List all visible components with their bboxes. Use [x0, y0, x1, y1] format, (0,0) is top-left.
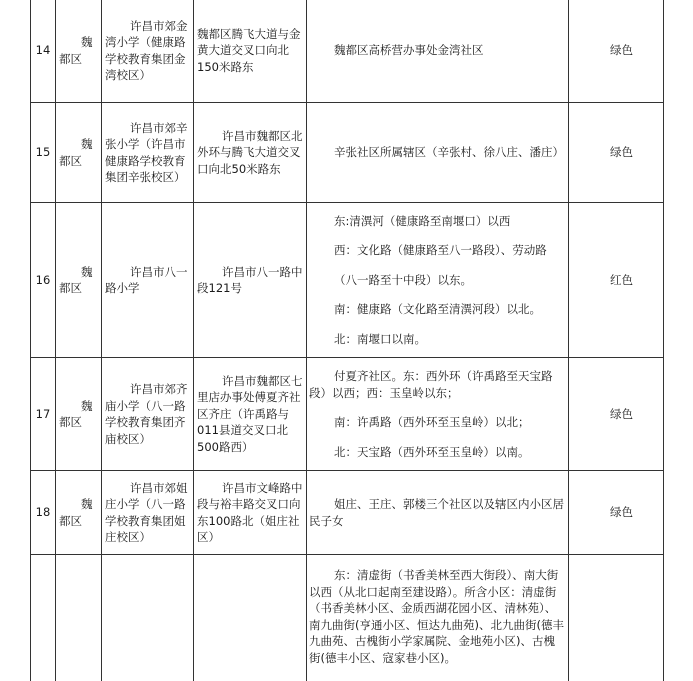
table-row: [31, 0, 664, 103]
zone-color-cell: 红色: [569, 203, 664, 358]
district-cell: [56, 555, 102, 681]
school-name-cell: [102, 555, 194, 681]
district-cell: 魏都区: [59, 398, 93, 429]
range-line: 东:清潩河（健康路至南堰口）以西: [334, 213, 511, 228]
enrollment-range-cell: 东：清虚街（书香美林至西大街段）、南大街以西（从北口起南至建设路）。所含小区：清虚街（书香美林小区、金质西湖花园小区、清林苑）、南九曲街(亨通小区、恒达九曲苑)、北九曲街(德丰九曲苑、古槐街小学家属院、金地苑小区)、古槐街(德丰小区、寇家巷小区)。: [309, 568, 564, 665]
school-district-table: [30, 0, 664, 681]
range-line: 付夏齐社区。东：西外环（许禹路至天宝路段）以西；西：玉皇岭以东；: [309, 369, 553, 400]
range-line: 南：许禹路（西外环至玉皇岭）以北；: [334, 415, 530, 429]
row-number: 15: [31, 103, 56, 203]
address-cell: 许昌市魏都区七里店办事处傅夏齐社区齐庄（许禹路与011县道交叉口北500路西）: [197, 373, 303, 454]
range-line: （八一路至十中段）以东。: [334, 272, 472, 287]
table-row: [31, 203, 664, 358]
school-name-cell: 许昌市八一路小学: [105, 264, 188, 295]
range-line: 北：南堰口以南。: [334, 331, 426, 346]
row-number: 14: [31, 0, 56, 103]
zone-color-cell: [569, 555, 664, 681]
table-row: [31, 555, 664, 681]
district-cell: 魏都区: [59, 264, 93, 295]
enrollment-range-cell: 辛张社区所属辖区（辛张村、徐八庄、潘庄）: [334, 145, 564, 160]
table-row: [31, 103, 664, 203]
row-number: 16: [31, 203, 56, 358]
row-number: 18: [31, 471, 56, 555]
zone-color-cell: 绿色: [569, 103, 664, 203]
zone-color-cell: 绿色: [569, 471, 664, 555]
address-cell: 许昌市八一路中段121号: [197, 264, 303, 295]
row-number: [31, 555, 56, 681]
address-cell: [194, 555, 307, 681]
range-line: 南：健康路（文化路至清潩河段）以北。: [334, 302, 541, 317]
range-line: 西：文化路（健康路至八一路段）、劳动路: [334, 243, 547, 258]
address-cell: 许昌市文峰路中段与裕丰路交叉口向东100路北（姐庄社区）: [197, 480, 303, 544]
enrollment-range-cell: 姐庄、王庄、郭楼三个社区以及辖区内小区居民子女: [309, 497, 564, 528]
range-line: 北：天宝路（西外环至玉皇岭）以南。: [334, 444, 530, 459]
table-row: [31, 471, 664, 555]
enrollment-range-cell: 魏都区高桥营办事处金湾社区: [334, 43, 484, 58]
school-name-cell: 许昌市郊姐庄小学（八一路学校教育集团姐庄校区）: [105, 480, 188, 544]
row-number: 17: [31, 358, 56, 471]
school-name-cell: 许昌市郊金湾小学（健康路学校教育集团金湾校区）: [105, 18, 188, 82]
school-name-cell: 许昌市郊辛张小学（许昌市健康路学校教育集团辛张校区）: [105, 120, 188, 184]
district-cell: 魏都区: [59, 137, 93, 168]
address-cell: 魏都区腾飞大道与金黄大道交叉口向北150米路东: [194, 0, 307, 103]
table-row: [31, 358, 664, 471]
district-cell: 魏都区: [59, 35, 93, 66]
zone-color-cell: 绿色: [569, 0, 664, 103]
address-cell: 许昌市魏都区北外环与腾飞大道交叉口向北50米路东: [197, 128, 303, 176]
school-name-cell: 许昌市郊齐庙小学（八一路学校教育集团齐庙校区）: [105, 382, 188, 446]
zone-color-cell: 绿色: [569, 358, 664, 471]
district-cell: 魏都区: [59, 497, 93, 528]
